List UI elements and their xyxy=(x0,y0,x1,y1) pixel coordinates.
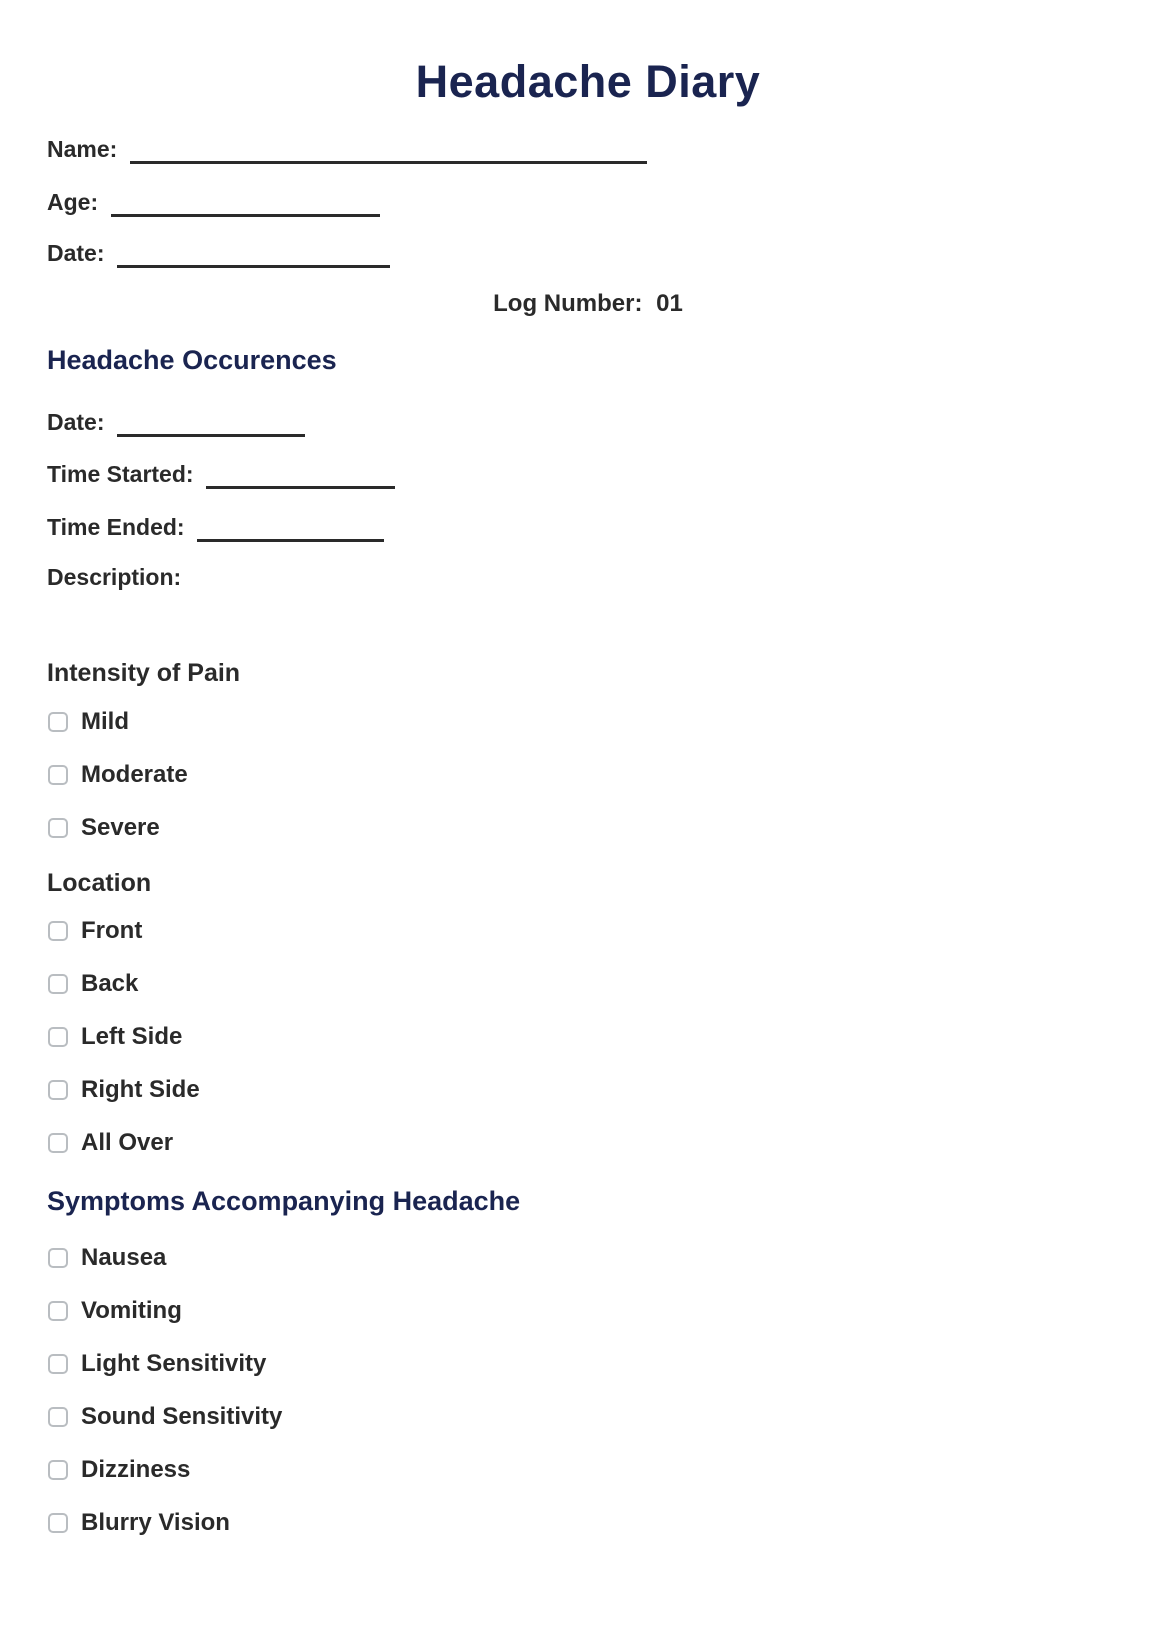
time-started-label: Time Started: xyxy=(47,461,194,487)
date-label: Date: xyxy=(47,240,105,266)
right-side-checkbox-label: Right Side xyxy=(81,1076,200,1103)
mild-checkbox-label: Mild xyxy=(81,708,129,735)
description-row xyxy=(47,563,1136,591)
vomiting-checkbox-label: Vomiting xyxy=(81,1297,182,1324)
dizziness-checkbox[interactable] xyxy=(48,1460,68,1480)
time-ended-row xyxy=(47,513,1136,542)
age-input-line[interactable] xyxy=(111,191,380,217)
check-row-severe xyxy=(48,813,1136,842)
blurry-vision-checkbox-label: Blurry Vision xyxy=(81,1509,230,1536)
blurry-vision-checkbox[interactable] xyxy=(48,1513,68,1533)
location-heading: Location xyxy=(47,869,152,897)
check-row-dizziness xyxy=(48,1455,1136,1484)
name-input-line[interactable] xyxy=(130,138,647,164)
check-row-mild xyxy=(48,707,1136,736)
right-side-checkbox[interactable] xyxy=(48,1080,68,1100)
occurrences-section xyxy=(0,344,1176,1537)
time-ended-label: Time Ended: xyxy=(47,514,185,540)
vomiting-checkbox[interactable] xyxy=(48,1301,68,1321)
severe-checkbox-label: Severe xyxy=(81,814,160,841)
check-row-vomiting xyxy=(48,1296,1136,1325)
front-checkbox[interactable] xyxy=(48,921,68,941)
intensity-options-group xyxy=(47,707,1136,842)
back-checkbox-label: Back xyxy=(81,970,139,997)
log-number-row xyxy=(0,290,1176,318)
name-label: Name: xyxy=(47,136,118,162)
time-ended-input-line[interactable] xyxy=(197,516,384,542)
check-row-front xyxy=(48,916,1136,945)
occurrence-date-row xyxy=(47,408,1136,437)
nausea-checkbox[interactable] xyxy=(48,1248,68,1268)
sound-sensitivity-checkbox-label: Sound Sensitivity xyxy=(81,1403,283,1430)
check-row-nausea xyxy=(48,1243,1136,1272)
all-over-checkbox[interactable] xyxy=(48,1133,68,1153)
nausea-checkbox-label: Nausea xyxy=(81,1244,167,1271)
front-checkbox-label: Front xyxy=(81,917,143,944)
date-field-row xyxy=(47,239,1136,268)
back-checkbox[interactable] xyxy=(48,974,68,994)
check-row-light-sensitivity xyxy=(48,1349,1136,1378)
check-row-all-over xyxy=(48,1128,1136,1157)
check-row-right-side xyxy=(48,1075,1136,1104)
dizziness-checkbox-label: Dizziness xyxy=(81,1456,191,1483)
sound-sensitivity-checkbox[interactable] xyxy=(48,1407,68,1427)
time-started-row xyxy=(47,460,1136,489)
moderate-checkbox-label: Moderate xyxy=(81,761,188,788)
light-sensitivity-checkbox[interactable] xyxy=(48,1354,68,1374)
date-input-line[interactable] xyxy=(117,242,390,268)
log-number-label: Log Number: xyxy=(493,290,643,317)
moderate-checkbox[interactable] xyxy=(48,765,68,785)
occurrences-heading: Headache Occurences xyxy=(47,345,337,375)
all-over-checkbox-label: All Over xyxy=(81,1129,174,1156)
left-side-checkbox[interactable] xyxy=(48,1027,68,1047)
intensity-heading: Intensity of Pain xyxy=(47,659,241,687)
form-content xyxy=(0,135,1176,268)
occurrence-date-input-line[interactable] xyxy=(117,411,305,437)
severe-checkbox[interactable] xyxy=(48,818,68,838)
check-row-sound-sensitivity xyxy=(48,1402,1136,1431)
occurrence-date-label: Date: xyxy=(47,409,105,435)
check-row-moderate xyxy=(48,760,1136,789)
age-field-row xyxy=(47,188,1136,217)
name-field-row xyxy=(47,135,1136,164)
time-started-input-line[interactable] xyxy=(206,463,395,489)
check-row-blurry-vision xyxy=(48,1508,1136,1537)
location-options-group xyxy=(47,916,1136,1157)
light-sensitivity-checkbox-label: Light Sensitivity xyxy=(81,1350,267,1377)
left-side-checkbox-label: Left Side xyxy=(81,1023,183,1050)
check-row-left-side xyxy=(48,1022,1136,1051)
page-title: Headache Diary xyxy=(415,56,761,107)
log-number-value: 01 xyxy=(656,290,683,317)
symptoms-options-group xyxy=(47,1243,1136,1537)
symptoms-heading: Symptoms Accompanying Headache xyxy=(47,1186,521,1216)
age-label: Age: xyxy=(47,189,99,215)
check-row-back xyxy=(48,969,1136,998)
description-label: Description: xyxy=(47,564,182,590)
mild-checkbox[interactable] xyxy=(48,712,68,732)
